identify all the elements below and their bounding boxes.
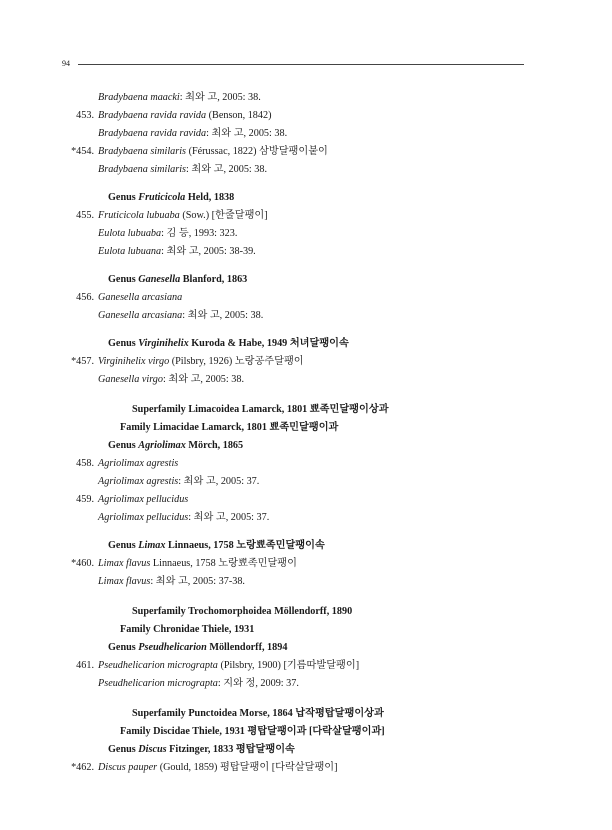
synonym-reference	[62, 89, 532, 107]
spacer	[62, 591, 532, 603]
synonym-reference	[62, 307, 532, 325]
synonym-name: Limax flavus	[98, 576, 151, 587]
synonym-reference	[62, 371, 532, 389]
synonym-reference	[62, 473, 532, 491]
species-authority: Linnaeus, 1758 노랑뾰족민달팽이	[150, 558, 297, 569]
reference-citation: : 김 등, 1993: 323.	[161, 228, 238, 239]
species-name: Bradybaena similaris	[98, 146, 187, 157]
entry-number: 458.	[76, 458, 94, 469]
synonym-name: Agriolimax pellucidus	[98, 512, 189, 523]
genus-authority: Kuroda & Habe, 1949 처녀달팽이속	[188, 338, 349, 349]
species-authority: (Pilsbry, 1926) 노랑공주달팽이	[169, 356, 304, 367]
synonym-name: Ganesella arcasiana	[98, 310, 183, 321]
synonym-name: Agriolimax agrestis	[98, 476, 179, 487]
genus-heading	[62, 335, 532, 353]
genus-authority: Möllendorff, 1894	[206, 642, 288, 653]
genus-authority: Fitzinger, 1833 평탑달팽이속	[166, 744, 295, 755]
reference-citation: : 최와 고, 2005: 37.	[178, 476, 260, 487]
species-authority: (Pilsbry, 1900) [기름따발달팽이]	[217, 660, 360, 671]
spacer	[62, 527, 532, 537]
species-name: Agriolimax pellucidus	[98, 494, 189, 505]
page-header	[62, 59, 524, 73]
species-entry	[62, 289, 532, 307]
entry-number: 453.	[76, 110, 94, 121]
synonym-reference	[62, 573, 532, 591]
family-heading: Family Limacidae Lamarck, 1801 뾰족민달팽이과	[120, 422, 339, 433]
species-name: Virginihelix virgo	[98, 356, 170, 367]
synonym-reference	[62, 243, 532, 261]
superfamily-heading: Superfamily Limacoidea Lamarck, 1801 뾰족민달팽이상과	[132, 404, 389, 415]
species-entry	[62, 143, 532, 161]
genus-authority: Linnaeus, 1758 노랑뾰족민달팽이속	[165, 540, 325, 551]
genus-name: Virginihelix	[138, 338, 189, 349]
genus-label: Genus	[108, 540, 139, 551]
species-entry	[62, 491, 532, 509]
spacer	[62, 693, 532, 705]
synonym-name: Bradybaena similaris	[98, 164, 187, 175]
genus-heading	[62, 741, 532, 759]
reference-citation: : 최와 고, 2005: 37-38.	[150, 576, 245, 587]
species-list	[62, 89, 532, 777]
species-authority: (Férussac, 1822) 삼방달팽이붙이	[186, 146, 328, 157]
superfamily-heading: Superfamily Trochomorphoidea Möllendorff, 1890	[132, 606, 353, 617]
genus-authority: Mörch, 1865	[185, 440, 244, 451]
species-name: Fruticicola lubuaba	[98, 210, 180, 221]
genus-label: Genus	[108, 192, 139, 203]
reference-citation: : 최와 고, 2005: 37.	[188, 512, 270, 523]
reference-citation: : 지와 정, 2009: 37.	[217, 678, 299, 689]
spacer	[62, 261, 532, 271]
species-entry	[62, 555, 532, 573]
species-name: Bradybaena ravida ravida	[98, 110, 207, 121]
entry-number: 459.	[76, 494, 94, 505]
spacer	[62, 325, 532, 335]
genus-name: Agriolimax	[138, 440, 186, 451]
species-name: Agriolimax agrestis	[98, 458, 179, 469]
species-entry	[62, 207, 532, 225]
entry-number: *460.	[71, 558, 94, 569]
species-entry	[62, 455, 532, 473]
synonym-name: Ganesella virgo	[98, 374, 163, 385]
reference-citation: : 최와 고, 2005: 38-39.	[161, 246, 256, 257]
entry-number: *462.	[71, 762, 94, 773]
genus-heading	[62, 639, 532, 657]
synonym-reference	[62, 125, 532, 143]
synonym-reference	[62, 509, 532, 527]
genus-authority: Blanford, 1863	[180, 274, 248, 285]
genus-label: Genus	[108, 338, 139, 349]
species-entry	[62, 353, 532, 371]
reference-citation: : 최와 고, 2005: 38.	[206, 128, 288, 139]
synonym-reference	[62, 161, 532, 179]
header-rule	[78, 64, 524, 65]
species-name: Limax flavus	[98, 558, 151, 569]
genus-heading	[62, 537, 532, 555]
genus-name: Ganesella	[138, 274, 181, 285]
reference-citation: : 최와 고, 2005: 38.	[162, 374, 245, 385]
genus-heading	[62, 189, 532, 207]
genus-heading	[62, 271, 532, 289]
genus-label: Genus	[108, 642, 139, 653]
genus-name: Pseudhelicarion	[138, 642, 207, 653]
genus-name: Limax	[138, 540, 166, 551]
synonym-name: Pseudhelicarion micrograpta	[98, 678, 218, 689]
genus-name: Discus	[138, 744, 167, 755]
entry-number: *454.	[71, 146, 94, 157]
species-entry	[62, 759, 532, 777]
synonym-name: Bradybaena maacki	[98, 92, 180, 103]
synonym-reference	[62, 225, 532, 243]
superfamily-heading: Superfamily Punctoidea Morse, 1864 납작평탑달팽이상과	[132, 708, 384, 719]
species-name: Ganesella arcasiana	[98, 292, 183, 303]
entry-number: 456.	[76, 292, 94, 303]
species-entry	[62, 107, 532, 125]
genus-label: Genus	[108, 440, 139, 451]
entry-number: 461.	[76, 660, 94, 671]
species-authority: (Sow.) [한줄달팽이]	[179, 210, 268, 221]
reference-citation: : 최와 고, 2005: 38.	[182, 310, 264, 321]
genus-label: Genus	[108, 274, 139, 285]
synonym-reference	[62, 675, 532, 693]
synonym-name: Eulota lubuana	[98, 246, 162, 257]
family-heading: Family Discidae Thiele, 1931 평탑달팽이과 [다락살달팽이과]	[120, 726, 385, 737]
species-name: Pseudhelicarion micrograpta	[98, 660, 218, 671]
spacer	[62, 179, 532, 189]
entry-number: *457.	[71, 356, 94, 367]
family-heading: Family Chronidae Thiele, 1931	[120, 624, 255, 635]
genus-name: Fruticicola	[138, 192, 186, 203]
entry-number: 455.	[76, 210, 94, 221]
species-entry	[62, 657, 532, 675]
page-number: 94	[62, 59, 70, 68]
species-authority: (Gould, 1859) 평탑달팽이 [다락살달팽이]	[157, 762, 338, 773]
genus-label: Genus	[108, 744, 139, 755]
synonym-name: Eulota lubuaba	[98, 228, 162, 239]
synonym-name: Bradybaena ravida ravida	[98, 128, 207, 139]
species-authority: (Benson, 1842)	[206, 110, 272, 121]
reference-citation: : 최와 고, 2005: 38.	[186, 164, 268, 175]
genus-heading	[62, 437, 532, 455]
genus-authority: Held, 1838	[185, 192, 235, 203]
spacer	[62, 389, 532, 401]
reference-citation: : 최와 고, 2005: 38.	[179, 92, 261, 103]
species-name: Discus pauper	[98, 762, 158, 773]
